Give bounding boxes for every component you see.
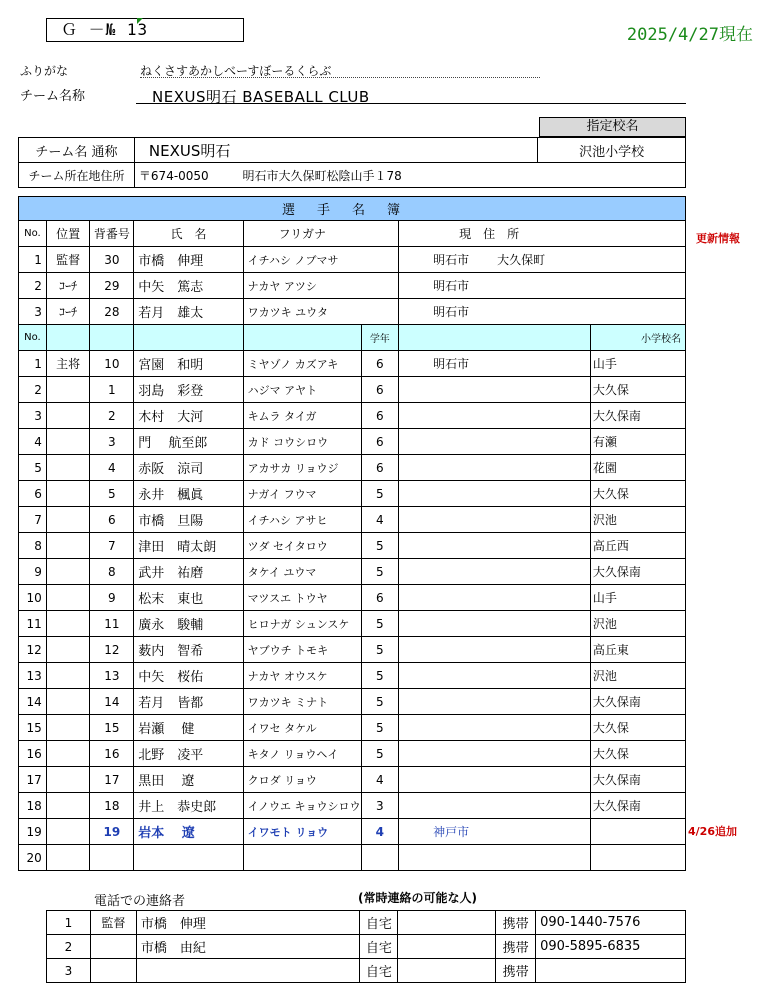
player-school xyxy=(590,845,685,871)
player-city xyxy=(399,767,591,793)
player-city xyxy=(399,377,591,403)
player-no: 3 xyxy=(19,403,47,429)
player-name: 赤阪 涼司 xyxy=(134,455,243,481)
player-kana: カド コウシロウ xyxy=(243,429,361,455)
player-row xyxy=(19,767,686,793)
player-grade xyxy=(361,845,399,871)
player-col-address xyxy=(399,325,591,351)
player-row xyxy=(19,845,686,871)
cell-comment-marker-icon xyxy=(137,18,143,24)
player-kana: クロダ リョウ xyxy=(243,767,361,793)
player-school: 山手 xyxy=(590,351,685,377)
player-position xyxy=(46,715,90,741)
contact-row xyxy=(47,935,686,959)
player-no: 5 xyxy=(19,455,47,481)
staff-city: 明石市 xyxy=(433,305,470,319)
player-name xyxy=(134,845,243,871)
player-row xyxy=(19,741,686,767)
home-phone-label: 自宅 xyxy=(360,959,398,983)
player-grade: 4 xyxy=(361,767,399,793)
player-city xyxy=(399,663,591,689)
col-header-no: No. xyxy=(19,221,47,247)
player-kana: アカサカ リョウジ xyxy=(243,455,361,481)
player-kana: ハジマ アヤト xyxy=(243,377,361,403)
player-position xyxy=(46,689,90,715)
player-city: 明石市 xyxy=(399,351,591,377)
player-grade: 6 xyxy=(361,377,399,403)
player-city xyxy=(399,611,591,637)
player-position xyxy=(46,819,90,845)
player-grade: 5 xyxy=(361,533,399,559)
player-grade: 6 xyxy=(361,585,399,611)
player-grade: 4 xyxy=(361,507,399,533)
col-header-name: 氏 名 xyxy=(134,221,243,247)
player-grade: 5 xyxy=(361,741,399,767)
player-name: 薮内 智希 xyxy=(134,637,243,663)
contact-name: 市橋 由紀 xyxy=(136,935,360,959)
update-info-note: 更新情報 xyxy=(696,232,740,245)
mobile-phone-value: 090-1440-7576 xyxy=(536,911,686,935)
player-name: 黒田 遼 xyxy=(134,767,243,793)
player-no: 7 xyxy=(19,507,47,533)
player-name: 木村 大河 xyxy=(134,403,243,429)
player-no: 11 xyxy=(19,611,47,637)
player-position xyxy=(46,585,90,611)
player-number: 11 xyxy=(90,611,134,637)
player-position xyxy=(46,845,90,871)
as-of-date: 2025/4/27現在 xyxy=(626,25,753,45)
player-school: 有瀬 xyxy=(590,429,685,455)
player-position xyxy=(46,637,90,663)
player-city xyxy=(399,715,591,741)
player-number: 14 xyxy=(90,689,134,715)
player-row xyxy=(19,507,686,533)
player-name: 羽島 彩登 xyxy=(134,377,243,403)
contact-role: 監督 xyxy=(90,911,136,935)
player-school: 高丘東 xyxy=(590,637,685,663)
player-city xyxy=(399,845,591,871)
player-kana: ヒロナガ シュンスケ xyxy=(243,611,361,637)
player-grade: 4 xyxy=(361,819,399,845)
player-grade: 5 xyxy=(361,481,399,507)
contact-role xyxy=(90,935,136,959)
player-no: 16 xyxy=(19,741,47,767)
col-header-kana: フリガナ xyxy=(243,221,361,247)
player-school: 大久保 xyxy=(590,741,685,767)
mobile-phone-label: 携帯 xyxy=(496,959,536,983)
player-school: 大久保南 xyxy=(590,793,685,819)
player-no: 12 xyxy=(19,637,47,663)
staff-spacer xyxy=(361,273,399,299)
player-name: 宮園 和明 xyxy=(134,351,243,377)
home-phone-value xyxy=(398,911,496,935)
player-number: 18 xyxy=(90,793,134,819)
staff-kana: ナカヤ アツシ xyxy=(243,273,361,299)
home-phone-value xyxy=(398,935,496,959)
player-position xyxy=(46,455,90,481)
player-city xyxy=(399,481,591,507)
col-header-position: 位置 xyxy=(46,221,90,247)
player-kana: ワカツキ ミナト xyxy=(243,689,361,715)
player-school: 大久保 xyxy=(590,377,685,403)
furigana-value: ねくさすあかしべーすぼーるくらぶ xyxy=(140,62,540,78)
player-col-kana xyxy=(243,325,361,351)
staff-name: 中矢 篤志 xyxy=(134,273,243,299)
team-info-table xyxy=(18,137,686,188)
player-no: 17 xyxy=(19,767,47,793)
player-position xyxy=(46,429,90,455)
player-col-name xyxy=(134,325,243,351)
player-school: 沢池 xyxy=(590,611,685,637)
player-position xyxy=(46,507,90,533)
player-number: 13 xyxy=(90,663,134,689)
player-no: 9 xyxy=(19,559,47,585)
g-number-box xyxy=(46,18,244,42)
player-name: 中矢 桜佑 xyxy=(134,663,243,689)
home-phone-label: 自宅 xyxy=(360,911,398,935)
player-number: 17 xyxy=(90,767,134,793)
player-school: 山手 xyxy=(590,585,685,611)
player-no: 19 xyxy=(19,819,47,845)
player-grade: 6 xyxy=(361,351,399,377)
added-note: 4/26追加 xyxy=(688,825,737,838)
player-row xyxy=(19,585,686,611)
contacts-note: (常時連絡の可能な人) xyxy=(358,891,477,905)
player-number: 15 xyxy=(90,715,134,741)
player-position xyxy=(46,377,90,403)
contact-row xyxy=(47,911,686,935)
player-city xyxy=(399,507,591,533)
player-row xyxy=(19,611,686,637)
staff-area xyxy=(469,279,497,293)
player-name: 松末 東也 xyxy=(134,585,243,611)
player-position xyxy=(46,611,90,637)
player-no: 13 xyxy=(19,663,47,689)
player-no: 2 xyxy=(19,377,47,403)
player-number: 19 xyxy=(90,819,134,845)
staff-number: 28 xyxy=(90,299,134,325)
staff-kana: ワカツキ ユウタ xyxy=(243,299,361,325)
player-city xyxy=(399,403,591,429)
col-header-address: 現 住 所 xyxy=(399,221,686,247)
staff-address-cell xyxy=(399,247,686,273)
player-grade: 5 xyxy=(361,637,399,663)
player-city xyxy=(399,637,591,663)
player-grade: 5 xyxy=(361,715,399,741)
player-name: 武井 祐磨 xyxy=(134,559,243,585)
player-name: 北野 凌平 xyxy=(134,741,243,767)
player-city xyxy=(399,429,591,455)
player-school: 沢池 xyxy=(590,507,685,533)
contacts-table xyxy=(46,910,686,983)
player-kana: ナカヤ オウスケ xyxy=(243,663,361,689)
player-no: 15 xyxy=(19,715,47,741)
player-number: 2 xyxy=(90,403,134,429)
player-name: 岩本 遼 xyxy=(134,819,243,845)
player-kana: ナガイ フウマ xyxy=(243,481,361,507)
player-number: 1 xyxy=(90,377,134,403)
player-no: 10 xyxy=(19,585,47,611)
player-city xyxy=(399,585,591,611)
roster-title: 選手名簿 xyxy=(19,197,686,221)
player-position xyxy=(46,403,90,429)
player-name: 永井 楓眞 xyxy=(134,481,243,507)
staff-address-cell xyxy=(399,273,686,299)
player-number: 7 xyxy=(90,533,134,559)
staff-no: 3 xyxy=(19,299,47,325)
player-school: 高丘西 xyxy=(590,533,685,559)
player-school: 大久保 xyxy=(590,715,685,741)
player-number: 6 xyxy=(90,507,134,533)
contact-no: 3 xyxy=(47,959,91,983)
player-grade: 6 xyxy=(361,429,399,455)
player-name: 廣永 駿輔 xyxy=(134,611,243,637)
player-kana: ミヤゾノ カズアキ xyxy=(243,351,361,377)
player-col-no: No. xyxy=(19,325,47,351)
short-name-label: チーム名 通称 xyxy=(19,138,135,163)
player-row xyxy=(19,481,686,507)
player-position xyxy=(46,533,90,559)
player-school: 大久保南 xyxy=(590,689,685,715)
player-grade: 5 xyxy=(361,689,399,715)
player-kana: イノウエ キョウシロウ xyxy=(243,793,361,819)
staff-position: 監督 xyxy=(46,247,90,273)
player-number: 3 xyxy=(90,429,134,455)
player-row xyxy=(19,351,686,377)
player-name: 岩瀬 健 xyxy=(134,715,243,741)
player-position xyxy=(46,793,90,819)
home-phone-label: 自宅 xyxy=(360,935,398,959)
col-header-spacer xyxy=(361,221,399,247)
player-school: 沢池 xyxy=(590,663,685,689)
staff-position: ｺｰﾁ xyxy=(46,299,90,325)
contact-name xyxy=(136,959,360,983)
address-value: 明石市大久保町松陰山手１78 xyxy=(242,168,402,183)
staff-area xyxy=(469,305,497,319)
player-school: 大久保南 xyxy=(590,767,685,793)
team-name-label: チーム名称 xyxy=(20,89,86,104)
player-city xyxy=(399,533,591,559)
player-name: 津田 晴太朗 xyxy=(134,533,243,559)
player-no: 6 xyxy=(19,481,47,507)
player-no: 14 xyxy=(19,689,47,715)
player-row xyxy=(19,533,686,559)
player-row xyxy=(19,715,686,741)
player-city xyxy=(399,793,591,819)
player-number: 10 xyxy=(90,351,134,377)
player-name: 井上 恭史郎 xyxy=(134,793,243,819)
contact-no: 1 xyxy=(47,911,91,935)
player-number xyxy=(90,845,134,871)
player-kana: タケイ ユウマ xyxy=(243,559,361,585)
contact-name: 市橋 伸理 xyxy=(136,911,360,935)
player-row xyxy=(19,455,686,481)
player-row xyxy=(19,429,686,455)
staff-number: 30 xyxy=(90,247,134,273)
contact-role xyxy=(90,959,136,983)
player-number: 12 xyxy=(90,637,134,663)
player-grade: 3 xyxy=(361,793,399,819)
staff-row xyxy=(19,299,686,325)
staff-number: 29 xyxy=(90,273,134,299)
player-kana: イワモト リョウ xyxy=(243,819,361,845)
player-position: 主将 xyxy=(46,351,90,377)
player-grade: 6 xyxy=(361,403,399,429)
player-number: 4 xyxy=(90,455,134,481)
address-label: チーム所在地住所 xyxy=(19,163,135,188)
player-kana: マツスエ トウヤ xyxy=(243,585,361,611)
staff-city: 明石市 xyxy=(433,253,470,267)
player-grade: 5 xyxy=(361,611,399,637)
staff-spacer xyxy=(361,299,399,325)
staff-kana: イチハシ ノブマサ xyxy=(243,247,361,273)
address-cell xyxy=(134,163,685,188)
contact-row xyxy=(47,959,686,983)
g-number: Ｇ －№ 13 xyxy=(61,20,149,39)
contact-no: 2 xyxy=(47,935,91,959)
player-school xyxy=(590,819,685,845)
mobile-phone-value: 090-5895-6835 xyxy=(536,935,686,959)
player-no: 1 xyxy=(19,351,47,377)
player-row xyxy=(19,663,686,689)
player-name: 市橋 旦陽 xyxy=(134,507,243,533)
player-row xyxy=(19,559,686,585)
player-row xyxy=(19,403,686,429)
player-school: 大久保南 xyxy=(590,559,685,585)
mobile-phone-label: 携帯 xyxy=(496,935,536,959)
player-kana: キタノ リョウヘイ xyxy=(243,741,361,767)
mobile-phone-label: 携帯 xyxy=(496,911,536,935)
player-col-pos xyxy=(46,325,90,351)
player-city xyxy=(399,559,591,585)
player-col-grade: 学年 xyxy=(361,325,399,351)
home-phone-value xyxy=(398,959,496,983)
player-header-row xyxy=(19,325,686,351)
player-school: 大久保南 xyxy=(590,403,685,429)
player-position xyxy=(46,559,90,585)
player-kana: イワセ タケル xyxy=(243,715,361,741)
player-position xyxy=(46,767,90,793)
player-no: 18 xyxy=(19,793,47,819)
player-name: 若月 皆都 xyxy=(134,689,243,715)
player-row xyxy=(19,377,686,403)
staff-name: 若月 雄太 xyxy=(134,299,243,325)
staff-row xyxy=(19,273,686,299)
player-position xyxy=(46,663,90,689)
player-no: 8 xyxy=(19,533,47,559)
player-school: 花園 xyxy=(590,455,685,481)
player-city xyxy=(399,455,591,481)
mobile-phone-value xyxy=(536,959,686,983)
player-city xyxy=(399,689,591,715)
contacts-label: 電話での連絡者 xyxy=(94,894,186,909)
designated-school-value: 沢池小学校 xyxy=(538,138,686,163)
player-number: 8 xyxy=(90,559,134,585)
player-city xyxy=(399,741,591,767)
player-row xyxy=(19,819,686,845)
player-row xyxy=(19,637,686,663)
roster-table xyxy=(18,196,686,871)
col-header-number: 背番号 xyxy=(90,221,134,247)
staff-name: 市橋 伸理 xyxy=(134,247,243,273)
player-row xyxy=(19,689,686,715)
player-position xyxy=(46,741,90,767)
player-kana: キムラ タイガ xyxy=(243,403,361,429)
player-grade: 6 xyxy=(361,455,399,481)
staff-spacer xyxy=(361,247,399,273)
staff-no: 1 xyxy=(19,247,47,273)
player-kana: ツダ セイタロウ xyxy=(243,533,361,559)
player-kana: ヤブウチ トモキ xyxy=(243,637,361,663)
player-school: 大久保 xyxy=(590,481,685,507)
postal-code: 〒674-0050 xyxy=(138,168,209,183)
player-col-school: 小学校名 xyxy=(590,325,685,351)
designated-school-header: 指定校名 xyxy=(539,117,686,137)
player-number: 5 xyxy=(90,481,134,507)
player-kana xyxy=(243,845,361,871)
player-col-num xyxy=(90,325,134,351)
furigana-label: ふりがな xyxy=(20,64,69,78)
player-row xyxy=(19,793,686,819)
staff-area: 大久保町 xyxy=(497,253,546,267)
staff-no: 2 xyxy=(19,273,47,299)
staff-city: 明石市 xyxy=(433,279,470,293)
staff-address-cell xyxy=(399,299,686,325)
player-no: 20 xyxy=(19,845,47,871)
staff-position: ｺｰﾁ xyxy=(46,273,90,299)
player-city: 神戸市 xyxy=(399,819,591,845)
player-grade: 5 xyxy=(361,663,399,689)
player-position xyxy=(46,481,90,507)
player-number: 16 xyxy=(90,741,134,767)
staff-row xyxy=(19,247,686,273)
player-name: 門 航至郎 xyxy=(134,429,243,455)
player-kana: イチハシ アサヒ xyxy=(243,507,361,533)
player-grade: 5 xyxy=(361,559,399,585)
player-number: 9 xyxy=(90,585,134,611)
player-no: 4 xyxy=(19,429,47,455)
team-name-value: NEXUS明石 BASEBALL CLUB xyxy=(136,86,686,104)
short-name-value: NEXUS明石 xyxy=(134,138,537,163)
